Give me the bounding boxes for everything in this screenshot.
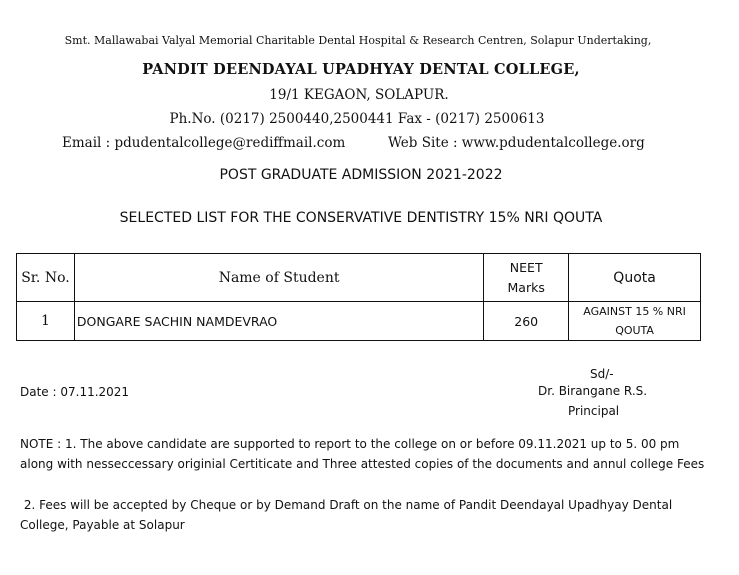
- selected-students-table: [16, 253, 701, 341]
- header-sr-no: Sr. No.: [17, 254, 75, 302]
- note-2-line-2: College, Payable at Solapur: [20, 518, 185, 532]
- note-2: [20, 495, 672, 535]
- table-header-row: [17, 254, 701, 302]
- note-1: [20, 434, 704, 474]
- cell-quota-line2: QOUTA: [615, 324, 654, 337]
- header-quota: Quota: [569, 254, 701, 302]
- cell-neet-marks: 260: [484, 302, 569, 341]
- college-name: PANDIT DEENDAYAL UPADHYAY DENTAL COLLEGE,: [142, 61, 580, 78]
- note-1-line-1: NOTE : 1. The above candidate are supported to report to the college on or before 09.11.2021 up to 5. 00 pm: [20, 437, 680, 451]
- website-line: Web Site : www.pdudentalcollege.org: [388, 135, 645, 151]
- signature-sd: Sd/-: [590, 367, 614, 381]
- signatory-name: Dr. Birangane R.S.: [538, 384, 648, 398]
- page-title: POST GRADUATE ADMISSION 2021-2022: [219, 167, 503, 183]
- note-1-line-2: along with nesseccessary originial Certiticate and Three attested copies of the documents and annul college Fees: [20, 457, 705, 471]
- trust-line: Smt. Mallawabai Valyal Memorial Charitable Dental Hospital & Research Centren, Solapur Undertaking,: [64, 34, 652, 47]
- cell-sr-no: 1: [17, 302, 75, 341]
- cell-quota: [569, 302, 701, 341]
- table-row: [17, 302, 701, 341]
- signatory-designation: Principal: [568, 404, 620, 418]
- cell-quota-line1: AGAINST 15 % NRI: [583, 305, 686, 318]
- header-neet-line2: Marks: [507, 279, 545, 295]
- note-2-line-1: 2. Fees will be accepted by Cheque or by Demand Draft on the name of Pandit Deendayal Upadhyay Dental: [20, 498, 673, 512]
- email-line: Email : pdudentalcollege@rediffmail.com: [62, 135, 346, 151]
- college-address: 19/1 KEGAON, SOLAPUR.: [269, 87, 449, 103]
- issue-date: Date : 07.11.2021: [20, 385, 130, 399]
- cell-student-name: DONGARE SACHIN NAMDEVRAO: [74, 302, 483, 341]
- phone-fax-line: Ph.No. (0217) 2500440,2500441 Fax - (0217) 2500613: [169, 111, 545, 127]
- header-neet-marks: [484, 254, 569, 302]
- list-subtitle: SELECTED LIST FOR THE CONSERVATIVE DENTISTRY 15% NRI QOUTA: [119, 210, 603, 226]
- header-student-name: Name of Student: [74, 254, 483, 302]
- header-neet-line1: NEET: [509, 259, 543, 275]
